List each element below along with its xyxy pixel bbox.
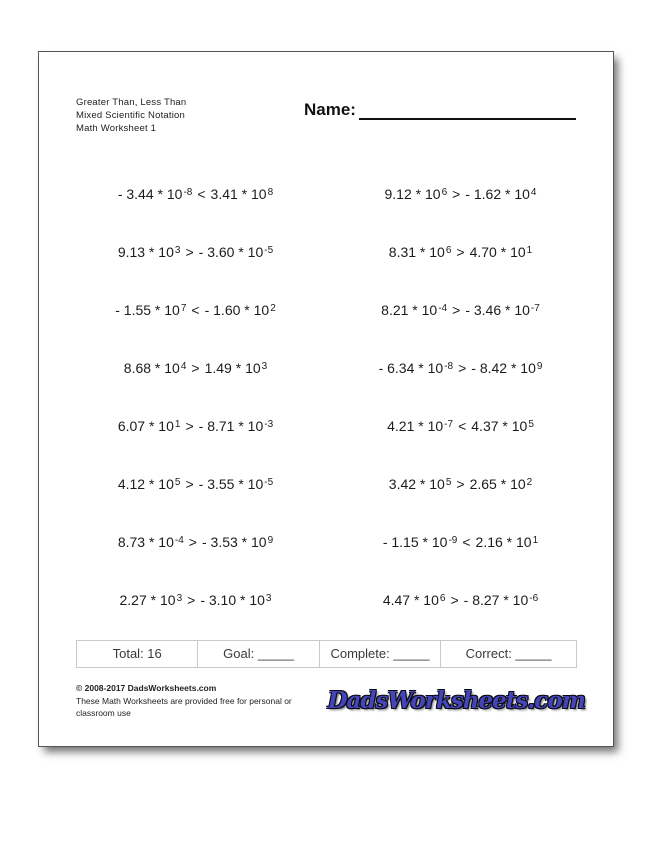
value-1: 8.31 * 10 [388,244,445,260]
problem-2: 9.12 * 10 $^6$ > - 1.62 * 10 $^4$ [384,186,537,202]
comparator: > [185,476,194,492]
total-cell: Total: 16 [77,641,198,667]
value-2: 2.16 * 10 [475,534,532,550]
comparator: < [458,418,467,434]
problem-15: 2.27 * 10 $^3$ > - 3.10 * 10 $^3$ [119,592,272,608]
value-1: - 6.34 * 10 [378,360,444,376]
problems-grid [63,165,593,629]
comparator: < [191,302,200,318]
value-2: - 3.46 * 10 [465,302,530,318]
value-1: 3.42 * 10 [388,476,445,492]
dadsworksheets-logo: DadsWorksheets.com [327,687,585,715]
value-2: 1.49 * 10 [204,360,261,376]
value-2: - 3.55 * 10 [198,476,264,492]
value-1: 6.07 * 10 [117,418,174,434]
comparator: > [185,418,194,434]
value-1: 8.68 * 10 [123,360,180,376]
comparator: > [456,244,465,260]
value-2: 4.70 * 10 [469,244,526,260]
comparator: > [458,360,467,376]
value-1: 2.27 * 10 [119,592,176,608]
score-summary-table [76,640,577,668]
worksheet-title-block [76,96,186,135]
problem-6: 8.21 * 10 $^{-4}$ > - 3.46 * 10 $^{-7}$ [381,302,540,318]
problem-11: 4.12 * 10 $^5$ > - 3.55 * 10 $^{-5}$ [117,476,274,492]
name-field [304,100,576,120]
value-2: 4.37 * 10 [471,418,528,434]
value-1: - 1.15 * 10 [382,534,448,550]
problem-14: - 1.15 * 10 $^{-9}$ < 2.16 * 10 $^1$ [382,534,539,550]
complete-cell: Complete: _____ [320,641,441,667]
copyright-line-2: These Math Worksheets are provided free for personal or classroom use [76,695,292,718]
credits-row [76,682,585,720]
problem-13: 8.73 * 10 $^{-4}$ > - 3.53 * 10 $^9$ [117,534,274,550]
value-1: 9.13 * 10 [117,244,174,260]
problem-5: - 1.55 * 10 $^7$ < - 1.60 * 10 $^2$ [115,302,276,318]
comparator: > [188,534,197,550]
problem-1: - 3.44 * 10 $^{-8}$ < 3.41 * 10 $^8$ [117,186,274,202]
comparator: > [191,360,200,376]
worksheet-page [38,51,614,747]
value-1: 9.12 * 10 [384,186,441,202]
value-2: - 8.27 * 10 [463,592,529,608]
comparator: < [197,186,206,202]
comparator: > [185,244,194,260]
title-line-1: Greater Than, Less Than [76,97,187,108]
value-2: - 8.42 * 10 [471,360,536,376]
value-1: 4.21 * 10 [387,418,444,434]
comparator: > [450,592,459,608]
value-2: - 8.71 * 10 [198,418,264,434]
value-1: - 1.55 * 10 [115,302,180,318]
value-1: 8.73 * 10 [117,534,174,550]
copyright-block [76,682,328,720]
problem-8: - 6.34 * 10 $^{-8}$ > - 8.42 * 10 $^9$ [378,360,543,376]
value-2: - 3.10 * 10 [200,592,265,608]
problem-4: 8.31 * 10 $^6$ > 4.70 * 10 $^1$ [388,244,533,260]
value-1: 4.47 * 10 [382,592,439,608]
problem-9: 6.07 * 10 $^1$ > - 8.71 * 10 $^{-3}$ [117,418,274,434]
problem-12: 3.42 * 10 $^5$ > 2.65 * 10 $^2$ [388,476,533,492]
problem-3: 9.13 * 10 $^3$ > - 3.60 * 10 $^{-5}$ [117,244,274,260]
problem-7: 8.68 * 10 $^4$ > 1.49 * 10 $^3$ [123,360,268,376]
value-2: - 3.60 * 10 [198,244,264,260]
goal-cell: Goal: _____ [198,641,319,667]
value-1: 8.21 * 10 [381,302,438,318]
copyright-line-1: © 2008-2017 DadsWorksheets.com [76,683,217,693]
title-line-3: Math Worksheet 1 [76,123,157,134]
name-blank-line [359,100,576,120]
value-1: - 3.44 * 10 [117,186,183,202]
value-2: - 3.53 * 10 [201,534,267,550]
comparator: > [452,186,461,202]
comparator: > [456,476,465,492]
value-2: 3.41 * 10 [210,186,267,202]
title-line-2: Mixed Scientific Notation [76,110,186,121]
comparator: > [187,592,196,608]
value-1: 4.12 * 10 [117,476,174,492]
problem-16: 4.47 * 10 $^6$ > - 8.27 * 10 $^{-6}$ [382,592,539,608]
problem-10: 4.21 * 10 $^{-7}$ < 4.37 * 10 $^5$ [387,418,534,434]
correct-cell: Correct: _____ [465,646,552,661]
name-label: Name: [304,100,356,119]
value-2: - 1.60 * 10 [204,302,270,318]
comparator: > [452,302,461,318]
value-2: 2.65 * 10 [469,476,526,492]
comparator: < [462,534,471,550]
value-2: - 1.62 * 10 [465,186,530,202]
